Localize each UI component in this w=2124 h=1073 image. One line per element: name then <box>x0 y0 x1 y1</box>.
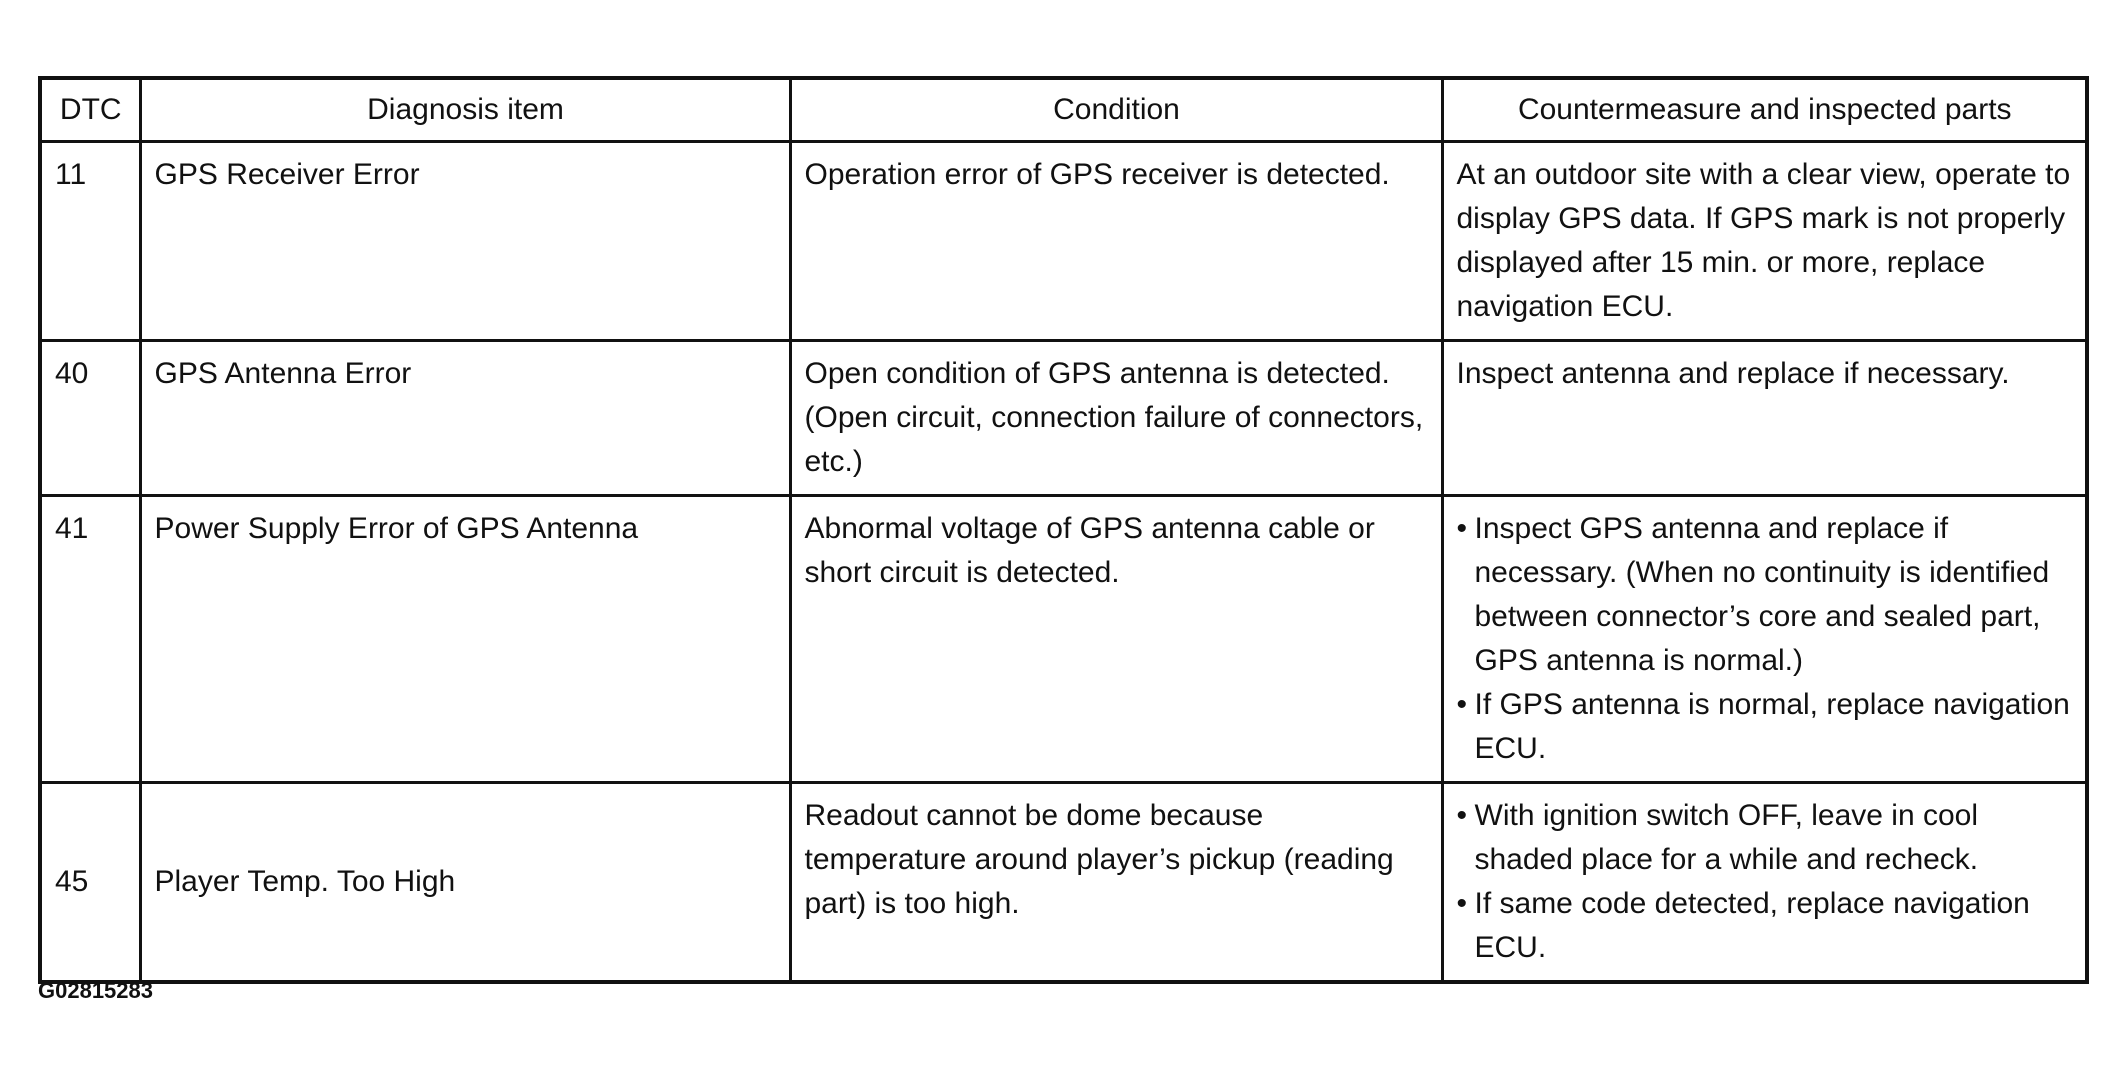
countermeasure-list <box>1457 794 2074 970</box>
countermeasure-cell <box>1442 783 2087 983</box>
countermeasure-cell <box>1442 496 2087 783</box>
diagnosis-item: GPS Receiver Error <box>140 142 790 341</box>
table-row <box>40 142 2087 341</box>
dtc-code: 40 <box>40 341 140 496</box>
table-row <box>40 783 2087 983</box>
countermeasure-bullet: • If GPS antenna is normal, replace navigation ECU. <box>1457 683 2074 771</box>
header-condition: Condition <box>790 78 1442 142</box>
header-countermeasure: Countermeasure and inspected parts <box>1442 78 2087 142</box>
countermeasure-bullet: • Inspect GPS antenna and replace if necessary. (When no continuity is identified between connector’s core and sealed part, GPS antenna is normal.) <box>1457 507 2074 683</box>
countermeasure-bullet: • With ignition switch OFF, leave in cool shaded place for a while and recheck. <box>1457 794 2074 882</box>
table-row <box>40 341 2087 496</box>
table-row <box>40 496 2087 783</box>
header-diagnosis-item: Diagnosis item <box>140 78 790 142</box>
dtc-code: 45 <box>40 783 140 983</box>
dtc-code: 11 <box>40 142 140 341</box>
countermeasure-list <box>1457 507 2074 771</box>
countermeasure-text: Inspect antenna and replace if necessary. <box>1442 341 2087 496</box>
condition-text: Readout cannot be dome because temperature around player’s pickup (reading part) is too high. <box>790 783 1442 983</box>
diagnosis-item: GPS Antenna Error <box>140 341 790 496</box>
figure-id: G02815283 <box>38 978 153 1003</box>
dtc-table <box>38 76 2089 984</box>
condition-text: Operation error of GPS receiver is detected. <box>790 142 1442 341</box>
condition-text: Open condition of GPS antenna is detected. (Open circuit, connection failure of connectors, etc.) <box>790 341 1442 496</box>
countermeasure-text: At an outdoor site with a clear view, operate to display GPS data. If GPS mark is not properly displayed after 15 min. or more, replace navigation ECU. <box>1442 142 2087 341</box>
countermeasure-bullet: • If same code detected, replace navigation ECU. <box>1457 882 2074 970</box>
dtc-code: 41 <box>40 496 140 783</box>
table-header-row <box>40 78 2087 142</box>
condition-text: Abnormal voltage of GPS antenna cable or short circuit is detected. <box>790 496 1442 783</box>
diagnosis-item: Power Supply Error of GPS Antenna <box>140 496 790 783</box>
diagnosis-item: Player Temp. Too High <box>140 783 790 983</box>
header-dtc: DTC <box>40 78 140 142</box>
